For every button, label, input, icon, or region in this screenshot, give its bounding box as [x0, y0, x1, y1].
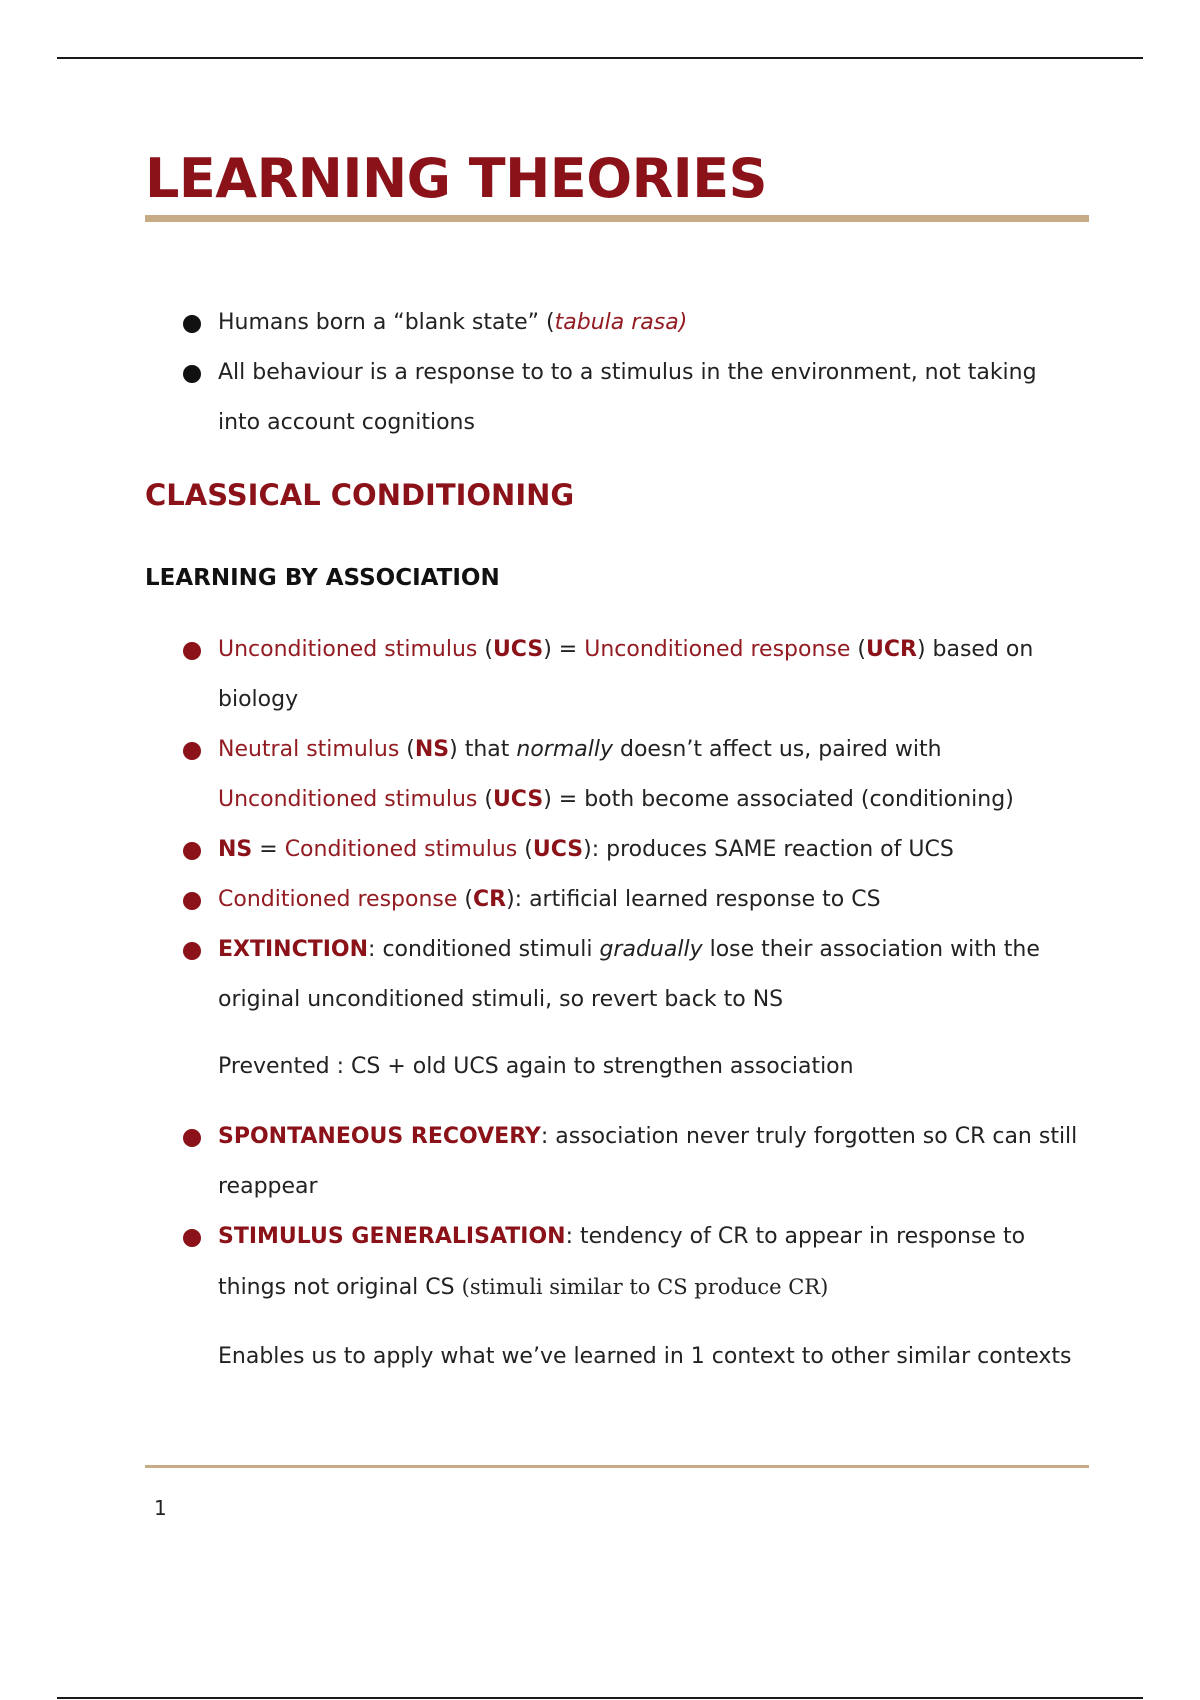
page-number: 1	[154, 1496, 167, 1520]
page-top-rule	[57, 57, 1143, 59]
list-item-cr: Conditioned response (CR): artificial learned response to CS	[0, 875, 1200, 925]
bullet-icon	[183, 1129, 201, 1147]
list-item-cs: NS = Conditioned stimulus (UCS): produces SAME reaction of UCS	[0, 825, 1200, 875]
page-title: LEARNING THEORIES	[145, 147, 768, 210]
recovery-list	[0, 1112, 1200, 1313]
intro-list	[0, 298, 1200, 448]
list-item-ucs: Unconditioned stimulus (UCS) = Unconditioned response (UCR) based on biology	[0, 625, 1200, 725]
bullet-icon	[183, 365, 201, 383]
bullet-icon	[183, 742, 201, 760]
footer-rule	[145, 1465, 1089, 1468]
conditioning-list	[0, 625, 1200, 1025]
page-bottom-rule	[57, 1697, 1143, 1699]
bullet-icon	[183, 642, 201, 660]
bullet-icon	[183, 942, 201, 960]
bullet-icon	[183, 892, 201, 910]
subsection-heading: LEARNING BY ASSOCIATION	[145, 565, 500, 591]
title-underline	[145, 215, 1089, 222]
list-item-extinction: EXTINCTION: conditioned stimuli gradually lose their association with the original unconditioned stimuli, so revert back to NS	[0, 925, 1200, 1025]
list-item: Humans born a “blank state” (tabula rasa)	[0, 298, 1200, 348]
list-item-ns: Neutral stimulus (NS) that normally doesn’t affect us, paired with Unconditioned stimulus (UCS) = both become associated (conditioning)	[0, 725, 1200, 825]
list-item-generalisation: STIMULUS GENERALISATION: tendency of CR to appear in response to things not original CS (stimuli similar to CS produce CR)	[0, 1212, 1200, 1313]
enables-note: Enables us to apply what we’ve learned in 1 context to other similar contexts	[218, 1344, 1072, 1369]
list-item: All behaviour is a response to to a stimulus in the environment, not taking into account cognitions	[0, 348, 1200, 448]
bullet-icon	[183, 315, 201, 333]
prevented-note: Prevented : CS + old UCS again to strengthen association	[218, 1054, 854, 1079]
bullet-icon	[183, 1229, 201, 1247]
list-item-recovery: SPONTANEOUS RECOVERY: association never truly forgotten so CR can still reappear	[0, 1112, 1200, 1212]
section-heading: CLASSICAL CONDITIONING	[145, 478, 575, 512]
bullet-icon	[183, 842, 201, 860]
